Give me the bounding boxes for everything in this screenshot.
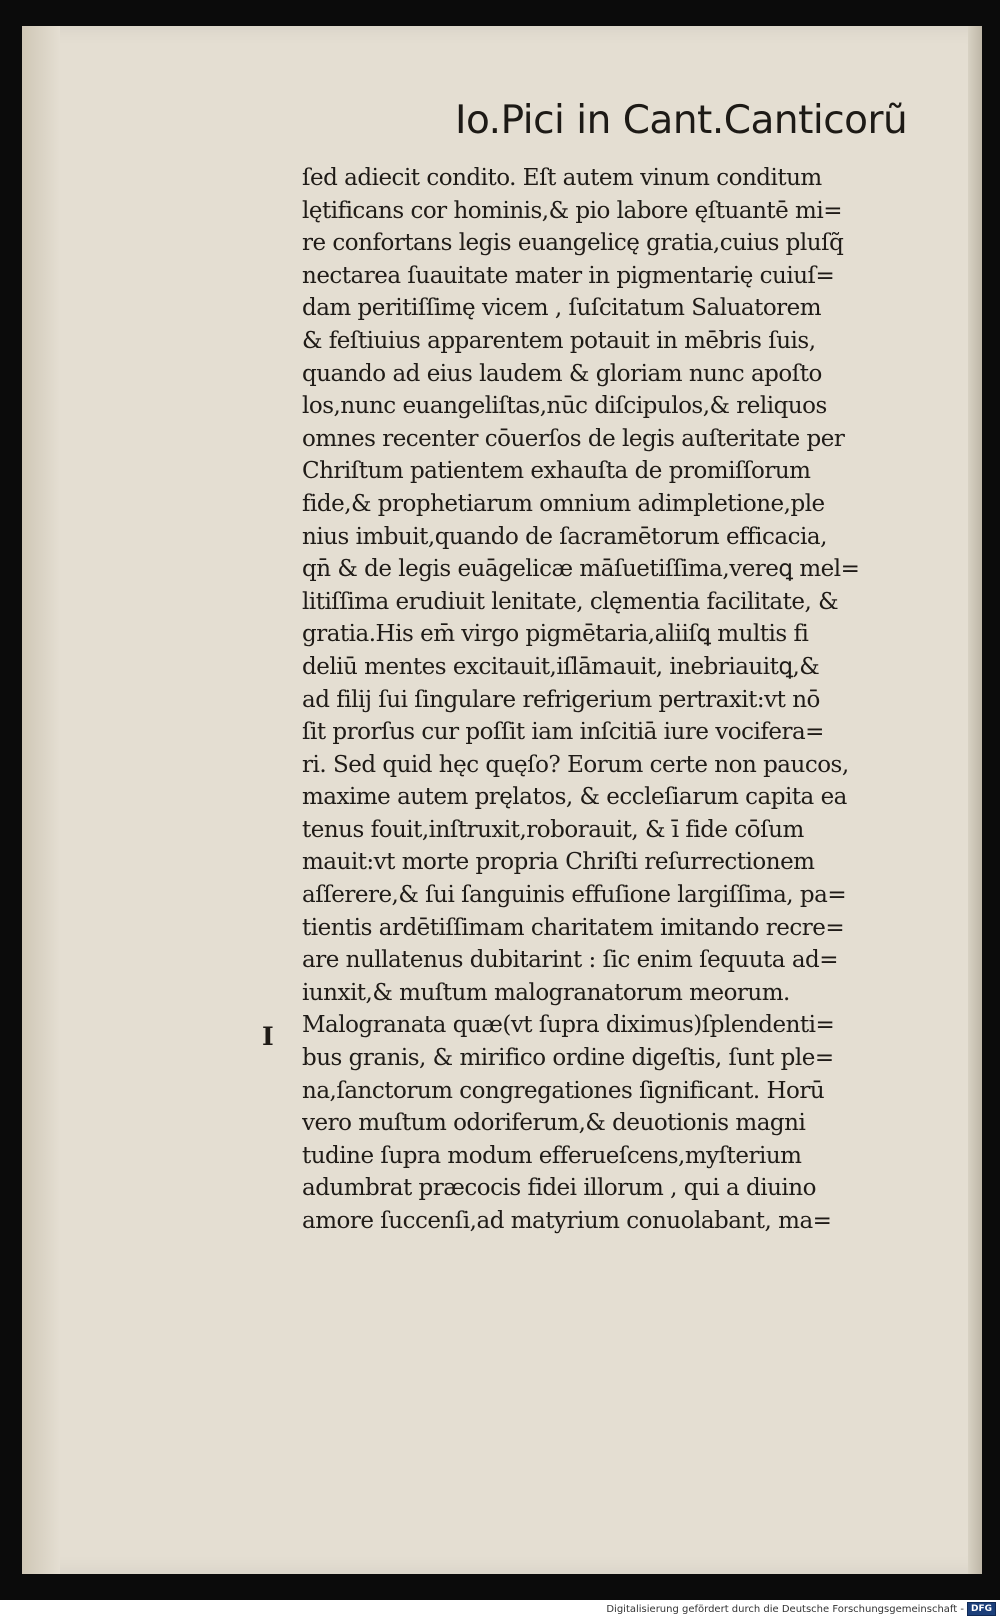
body-text	[302, 162, 954, 1238]
text-line: adumbrat præcocis fidei illorum , qui a diuino	[302, 1175, 816, 1202]
page-gutter-shadow	[22, 26, 60, 1574]
text-line: are nullatenus dubitarint : ſic enim ſequuta ad=	[302, 947, 839, 974]
text-line: quando ad eius laudem & gloriam nunc apoſto	[302, 360, 822, 387]
text-line: vero muſtum odoriferum,& deuotionis magni	[302, 1110, 806, 1137]
text-line: los,nunc euangeliſtas,nūc diſcipulos,& reliquos	[302, 393, 827, 420]
text-line: aſſerere,& ſui ſanguinis effuſione largiſſima, pa=	[302, 882, 847, 909]
text-line: ſed adiecit condito. Eſt autem vinum conditum	[302, 165, 822, 191]
text-line: mauit:vt morte propria Chriſti reſurrectionem	[302, 849, 815, 876]
text-line: Chriſtum patientem exhauſta de promiſſorum	[302, 458, 811, 485]
text-line: ſit prorſus cur poſſit iam inſcitiā iure vocifera=	[302, 719, 824, 746]
running-head: Io.Pici in Cant.Canticorũ	[455, 98, 908, 143]
text-line: dam peritiſſimę vicem , ſuſcitatum Saluatorem	[302, 295, 822, 322]
text-line: iunxit,& muſtum malogranatorum meorum.	[302, 979, 790, 1006]
text-line: tudine ſupra modum efferueſcens,myſterium	[302, 1142, 802, 1169]
text-line: ad filij ſui ſingulare refrigerium pertraxit:vt nō	[302, 686, 820, 713]
text-line: litiſſima erudiuit lenitate, clęmentia facilitate, &	[302, 588, 839, 615]
text-line: bus granis, & mirifico ordine digeſtis, ſunt ple=	[302, 1045, 834, 1072]
text-line: tientis ardētiſſimam charitatem imitando recre=	[302, 914, 845, 941]
text-line: qn̄ & de legis euāgelicæ māſuetiſſima,vereꝗ mel=	[302, 556, 860, 583]
text-line: & feſtiuius apparentem potauit in mēbris ſuis,	[302, 327, 816, 354]
text-line: maxime autem pręlatos, & eccleſiarum capita ea	[302, 784, 847, 811]
page-fore-edge	[968, 26, 982, 1574]
text-line: deliū mentes excitauit,iſlāmauit, inebriauitꝗ,&	[302, 653, 820, 680]
text-line: omnes recenter cōuerſos de legis auſteritate per	[302, 425, 845, 452]
text-line: re confortans legis euangelicę gratia,cuius pluſq̃	[302, 230, 844, 257]
text-line: na,ſanctorum congregationes ſignificant. Horū	[302, 1077, 825, 1104]
text-line: nectarea ſuauitate mater in pigmentarię cuiuſ=	[302, 262, 835, 289]
dfg-logo: DFG	[967, 1602, 996, 1616]
text-line: Malogranata quæ(vt ſupra diximus)ſplendenti=	[302, 1012, 835, 1039]
text-line: fide,& prophetiarum omnium adimpletione,ple	[302, 490, 825, 517]
text-line: tenus fouit,inſtruxit,roborauit, & ī fide cōſum	[302, 816, 804, 843]
text-line: ri. Sed quid hęc quęſo? Eorum certe non paucos,	[302, 751, 849, 778]
text-line: gratia.His em̄ virgo pigmētaria,aliiſꝗ multis fi	[302, 621, 809, 648]
marginal-note: I	[262, 1022, 274, 1051]
digitization-credit	[606, 1602, 996, 1616]
credit-text: Digitalisierung gefördert durch die Deutsche Forschungsgemeinschaft -	[606, 1603, 964, 1615]
text-line: nius imbuit,quando de ſacramētorum efficacia,	[302, 523, 827, 550]
text-line: amore ſuccenſi,ad matyrium conuolabant, ma=	[302, 1208, 832, 1234]
text-line: lętificans cor hominis,& pio labore ęſtuantē mi=	[302, 197, 842, 224]
